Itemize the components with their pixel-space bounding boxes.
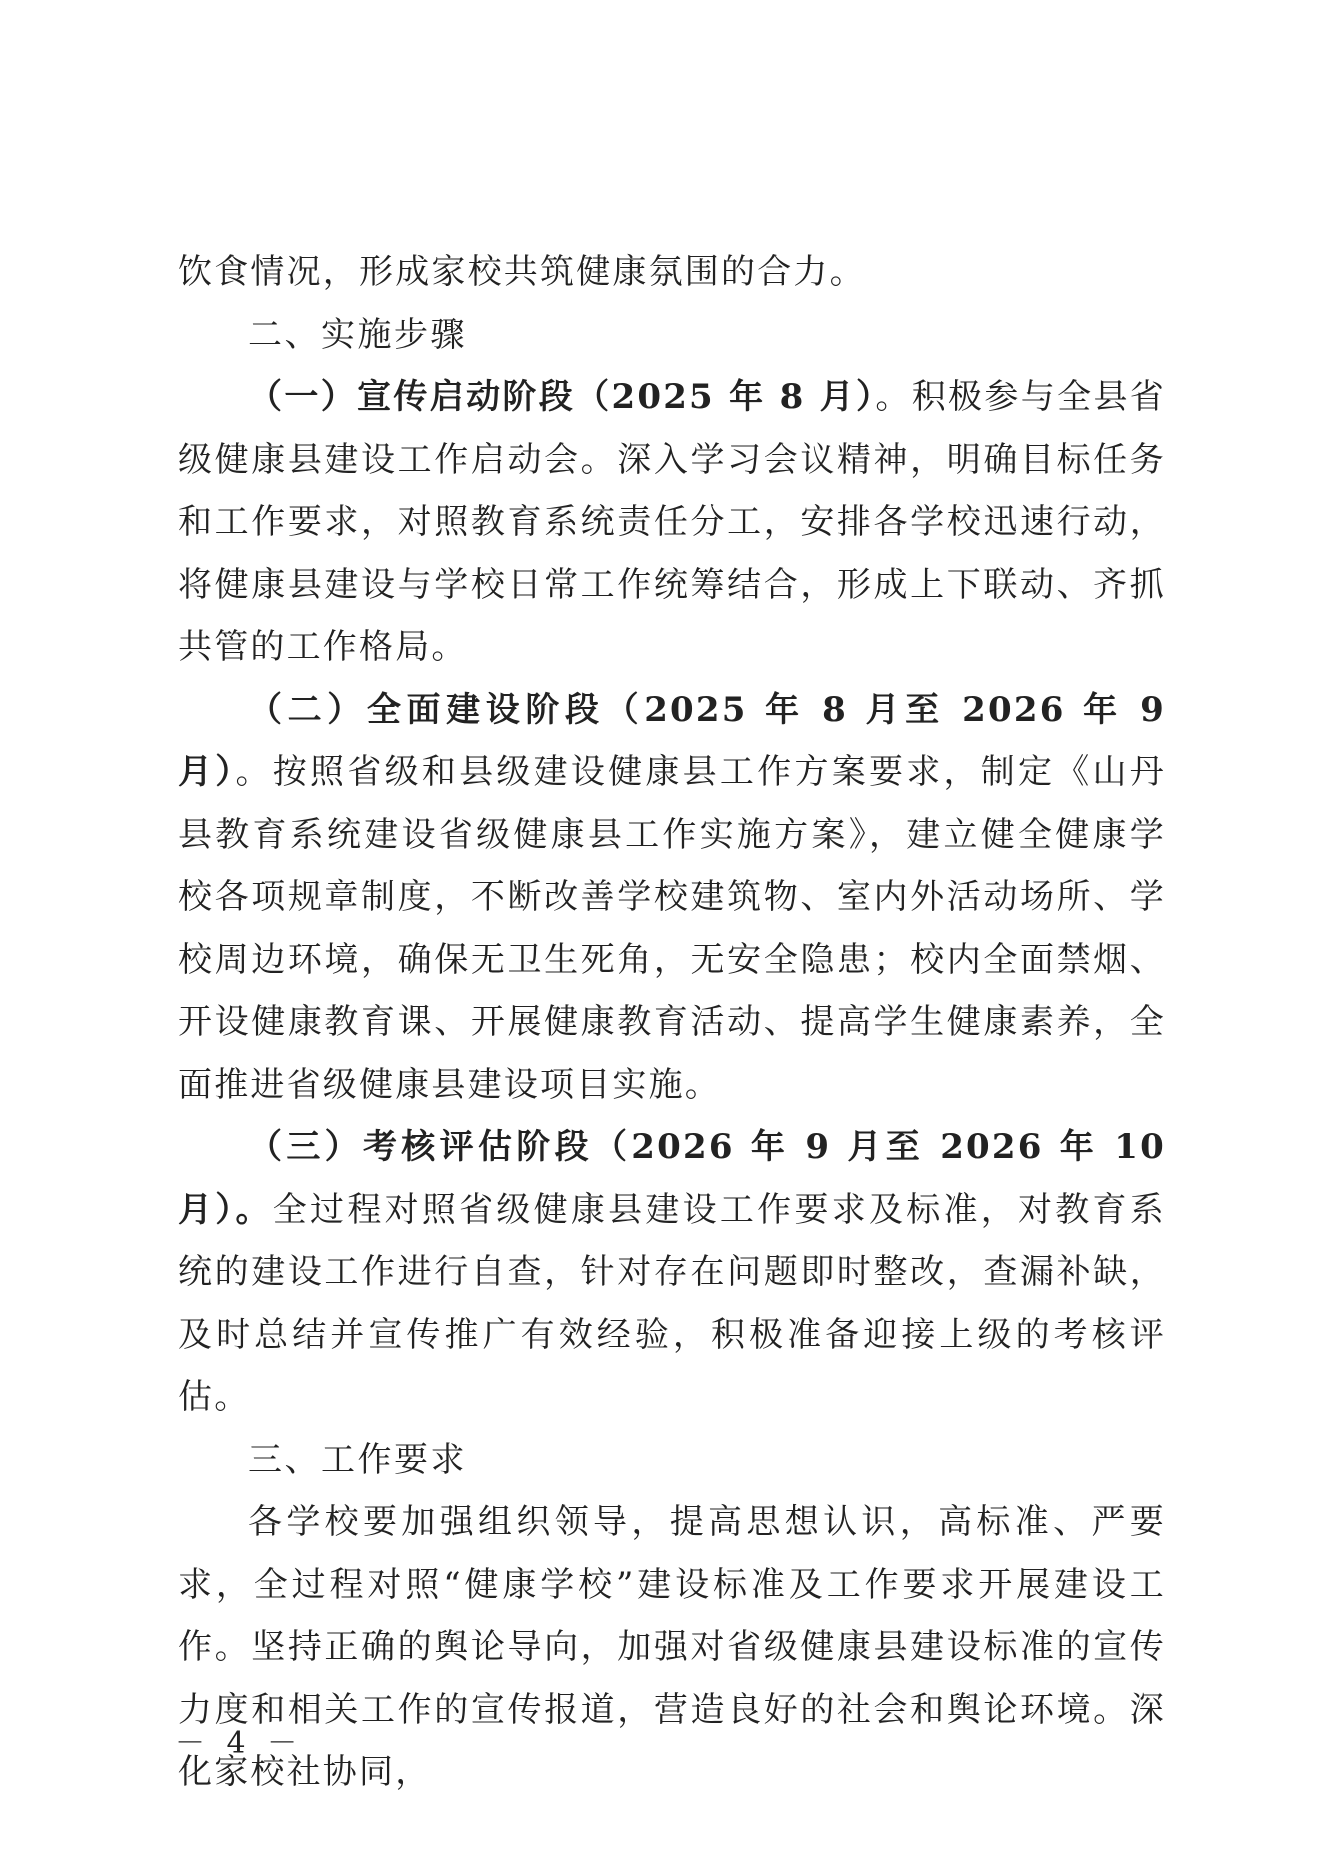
stage-2-text: 。按照省级和县级建设健康县工作方案要求，制定《山丹县教育系统建设省级健康县工作实施方案》，建立健全健康学校各项规章制度，不断改善学校建筑物、室内外活动场所、学校周边环境，确保无卫生死角，无安全隐患；校内全面禁烟、开设健康教育课、开展健康教育活动、提高学生健康素养，全面推进省级健康县建设项目实施。 [178,752,1167,1105]
stage-3-text: 全过程对照省级健康县建设工作要求及标准，对教育系统的建设工作进行自查，针对存在问题即时整改，查漏补缺，及时总结并宣传推广有效经验，积极准备迎接上级的考核评估。 [178,1189,1166,1417]
section-heading-work-requirements: 三、工作要求 [248,1439,467,1480]
stage-3-heading: （三）考核评估阶段（2026 年 9 月至 2026 年 10 月）。 [178,1127,1166,1230]
document-body [178,241,1166,1804]
stage-1-heading: （一）宣传启动阶段（2025 年 8 月） [248,377,876,417]
section-heading-implementation-steps: 二、实施步骤 [248,314,467,355]
requirements-paragraph: 各学校要加强组织领导，提高思想认识，高标准、严要求，全过程对照“健康学校”建设标准及工作要求开展建设工作。坚持正确的舆论导向，加强对省级健康县建设标准的宣传力度和相关工作的宣传报道，营造良好的社会和舆论环境。深化家校社协同， [178,1502,1166,1792]
page-number: － 4 － [175,1726,304,1761]
stage-3-paragraph [178,1116,1166,1429]
stage-2-paragraph [178,679,1166,1117]
stage-1-paragraph [178,366,1166,679]
stage-2-heading: （二）全面建设阶段（2025 年 8 月至 2026 年 9 月） [178,689,1166,792]
stage-1-text: 。积极参与全县省级健康县建设工作启动会。深入学习会议精神，明确目标任务和工作要求，对照教育系统责任分工，安排各学校迅速行动，将健康县建设与学校日常工作统筹结合，形成上下联动、齐抓共管的工作格局。 [178,377,1166,667]
paragraph-continuation: 饮食情况，形成家校共筑健康氛围的合力。 [178,252,866,292]
